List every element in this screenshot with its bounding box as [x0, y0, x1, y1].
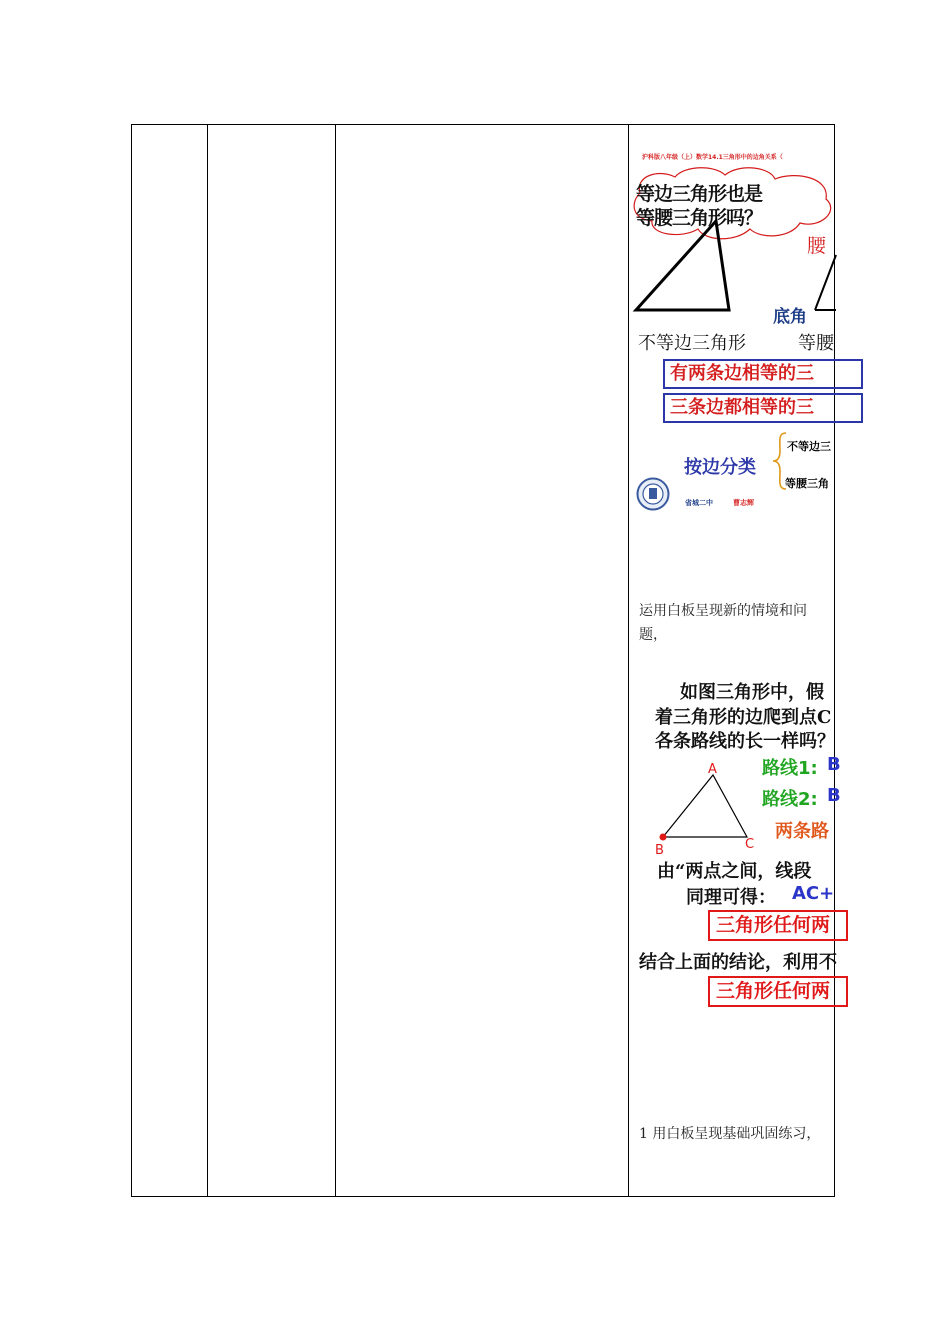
similarly-tail: AC+ [792, 883, 835, 904]
problem-line: 各条路线的长一样吗？ [655, 731, 835, 752]
lesson-table [131, 124, 841, 1197]
route-label: 路线2: [762, 789, 818, 810]
similarly-line: 同理可得： [686, 887, 776, 908]
problem-line: 着三角形的边爬到点C [655, 707, 832, 728]
label-scalene: 不等边三角形 [638, 333, 746, 354]
slide-header: 沪科版八年级（上）数学14.1三角形中的边角关系（ [642, 154, 783, 161]
column-divider [207, 125, 208, 1196]
route-label: 路线1: [762, 758, 818, 779]
school-logo-icon [636, 477, 670, 511]
media-cell [630, 125, 841, 1196]
label-leg: 腰 [807, 235, 827, 257]
combine-line: 结合上面的结论，利用不 [639, 952, 837, 973]
conclusion-box: 三角形任何两 [708, 976, 848, 1007]
column-divider [335, 125, 336, 1196]
conclusion-box: 三角形任何两 [708, 910, 848, 941]
two-routes: 两条路 [775, 821, 829, 842]
classify-label: 按边分类 [684, 457, 756, 478]
label-isosceles: 等腰 [798, 333, 834, 354]
question-line: 等腰三角形吗？ [636, 207, 763, 229]
slide-triangle-inequality [630, 670, 841, 1010]
question-line: 等边三角形也是 [636, 183, 763, 205]
definition-box: 三条边都相等的三 [663, 393, 863, 423]
vertex-label: B [655, 843, 664, 858]
teaching-note: 运用白板呈现新的情境和问题， [639, 603, 807, 643]
route-tail: B [827, 754, 841, 775]
definition-box: 有两条边相等的三 [663, 359, 863, 389]
vertex-label: A [708, 762, 717, 777]
column-divider [628, 125, 629, 1196]
route-tail: B [827, 785, 841, 806]
classify-item: 不等边三 [787, 440, 831, 453]
vertex-label: C [745, 837, 755, 852]
reason-line: 由“两点之间，线段 [657, 861, 812, 882]
teaching-note: 1 用白板呈现基础巩固练习， [639, 1126, 821, 1142]
teacher-name: 曹志辉 [733, 499, 754, 507]
slide-isosceles [630, 125, 836, 535]
problem-line: 如图三角形中，假 [680, 682, 824, 703]
classify-item: 等腰三角 [785, 477, 829, 490]
school-name: 省城二中 [685, 499, 713, 507]
triangle-abc [655, 765, 755, 845]
triangles-figure [630, 215, 836, 315]
label-base-angle: 底角 [773, 307, 807, 327]
